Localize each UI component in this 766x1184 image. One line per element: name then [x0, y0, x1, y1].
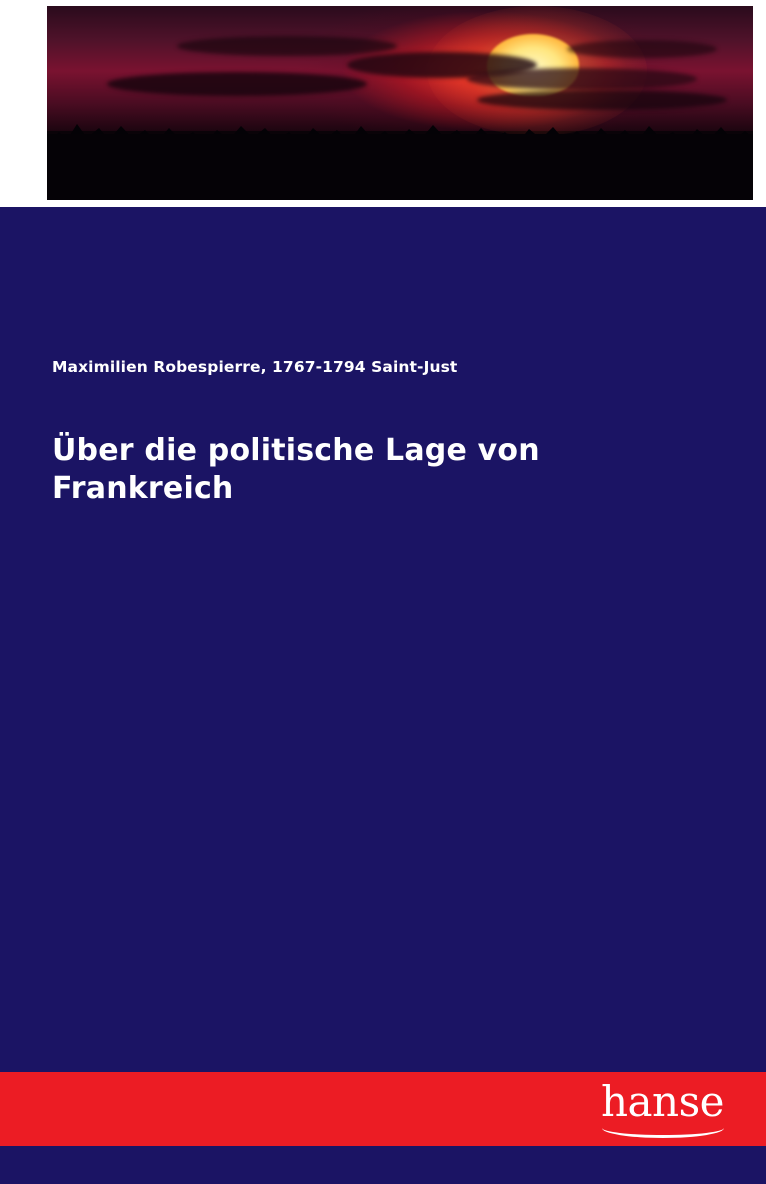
publisher-logo-text: hanse: [600, 1077, 724, 1126]
cloud-band: [177, 36, 397, 56]
cloud-band: [107, 72, 367, 96]
publisher-logo: [600, 1077, 724, 1138]
bottom-margin: [0, 1146, 766, 1184]
sunset-over-treeline-photograph: [47, 6, 753, 200]
cloud-band: [467, 68, 697, 90]
page-title: Über die politische Lage von Frankreich: [52, 433, 540, 506]
author-name: Maximilien Robespierre, 1767-1794 Saint-Just: [52, 358, 458, 376]
foreground-ground: [47, 134, 753, 200]
logo-swoosh-icon: [602, 1126, 724, 1138]
cloud-band: [567, 40, 717, 58]
